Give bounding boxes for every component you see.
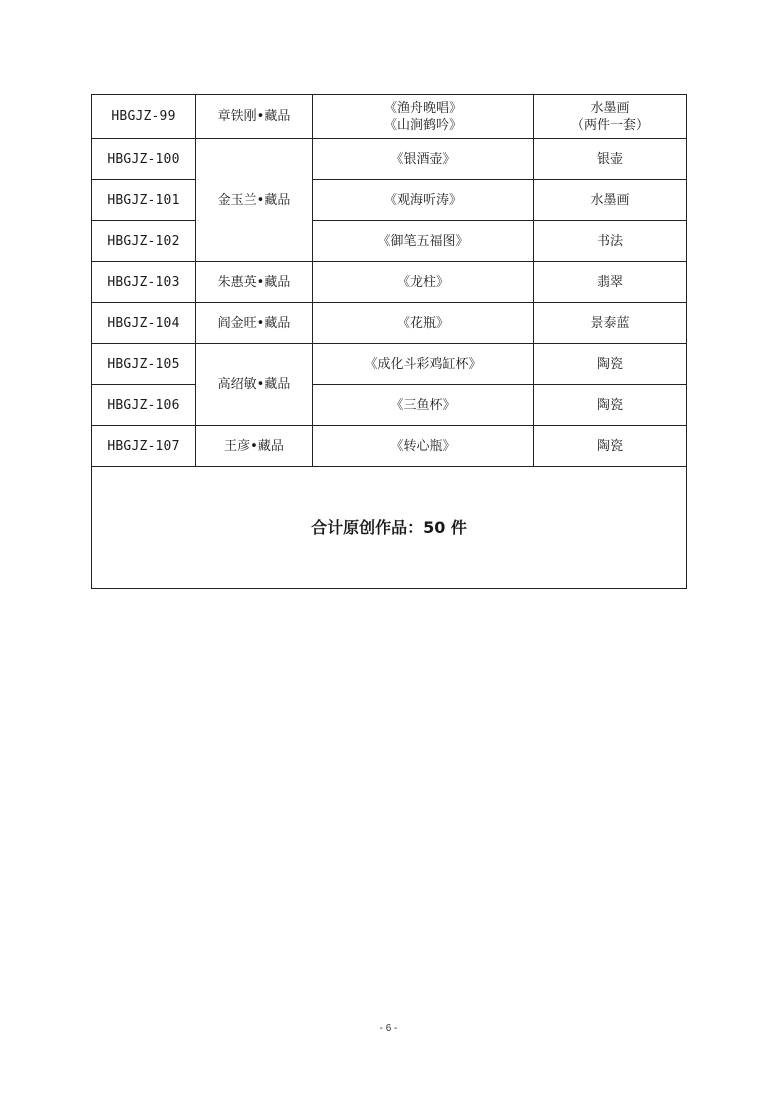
work-title bbox=[313, 95, 534, 139]
work-title: 《御笔五福图》 bbox=[313, 221, 534, 262]
collection-owner: 高绍敏•藏品 bbox=[196, 344, 313, 426]
item-code: HBGJZ-103 bbox=[92, 262, 196, 303]
item-code: HBGJZ-101 bbox=[92, 180, 196, 221]
work-type: 景泰蓝 bbox=[534, 303, 687, 344]
table-row bbox=[92, 139, 687, 180]
table-row bbox=[92, 344, 687, 385]
work-type: 水墨画 bbox=[534, 180, 687, 221]
work-type: 翡翠 bbox=[534, 262, 687, 303]
work-type bbox=[534, 95, 687, 139]
work-type: 银壶 bbox=[534, 139, 687, 180]
collection-owner: 阎金旺•藏品 bbox=[196, 303, 313, 344]
work-title: 《转心瓶》 bbox=[313, 426, 534, 467]
work-title-line: 《山涧鹤吟》 bbox=[383, 117, 462, 133]
work-type: 陶瓷 bbox=[534, 385, 687, 426]
page-number: - 6 - bbox=[379, 1023, 398, 1034]
work-title: 《观海听涛》 bbox=[313, 180, 534, 221]
table-row bbox=[92, 180, 687, 221]
table-row bbox=[92, 221, 687, 262]
item-code: HBGJZ-105 bbox=[92, 344, 196, 385]
work-type: 陶瓷 bbox=[534, 426, 687, 467]
collection-owner: 章铁刚•藏品 bbox=[196, 95, 313, 139]
table-row bbox=[92, 95, 687, 139]
table-row bbox=[92, 262, 687, 303]
work-type: 陶瓷 bbox=[534, 344, 687, 385]
item-code: HBGJZ-107 bbox=[92, 426, 196, 467]
item-code: HBGJZ-104 bbox=[92, 303, 196, 344]
work-title: 《龙柱》 bbox=[313, 262, 534, 303]
table-row bbox=[92, 385, 687, 426]
work-type-line: 水墨画 bbox=[590, 100, 630, 116]
item-code: HBGJZ-102 bbox=[92, 221, 196, 262]
collection-table bbox=[91, 94, 687, 589]
work-title: 《三鱼杯》 bbox=[313, 385, 534, 426]
work-type: 书法 bbox=[534, 221, 687, 262]
work-title: 《花瓶》 bbox=[313, 303, 534, 344]
collection-owner: 金玉兰•藏品 bbox=[196, 139, 313, 262]
item-code: HBGJZ-99 bbox=[92, 95, 196, 139]
work-title: 《银酒壶》 bbox=[313, 139, 534, 180]
total-works: 合计原创作品：50 件 bbox=[92, 467, 687, 589]
work-title-line: 《渔舟晚唱》 bbox=[383, 100, 462, 116]
collection-owner: 王彦•藏品 bbox=[196, 426, 313, 467]
total-row bbox=[92, 467, 687, 589]
item-code: HBGJZ-106 bbox=[92, 385, 196, 426]
work-type-line: （两件一套） bbox=[570, 117, 649, 133]
work-title: 《成化斗彩鸡缸杯》 bbox=[313, 344, 534, 385]
item-code: HBGJZ-100 bbox=[92, 139, 196, 180]
collection-owner: 朱惠英•藏品 bbox=[196, 262, 313, 303]
table-row bbox=[92, 303, 687, 344]
table-row bbox=[92, 426, 687, 467]
